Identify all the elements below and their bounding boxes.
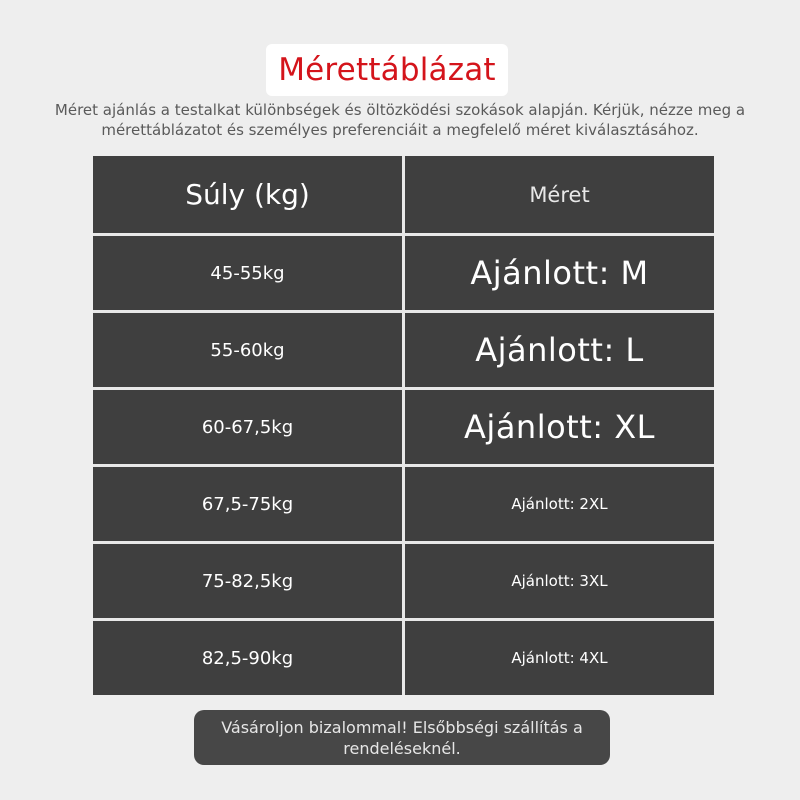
row-weight: 60-67,5kg [93,390,402,464]
row-weight: 75-82,5kg [93,544,402,618]
row-size: Ajánlott: 4XL [405,621,714,695]
size-advice-text: Méret ajánlás a testalkat különbségek és öltözködési szokások alapján. Kérjük, nézze meg a mérettáblázatot és személyes preferenciáit a megfelelő méret kiválasztásához. [54,101,746,139]
row-size: Ajánlott: M [405,236,714,310]
row-weight: 82,5-90kg [93,621,402,695]
header-weight: Súly (kg) [93,156,402,233]
title-banner [266,44,508,96]
row-weight: 67,5-75kg [93,467,402,541]
row-weight: 45-55kg [93,236,402,310]
header-size: Méret [405,156,714,233]
row-size: Ajánlott: L [405,313,714,387]
row-size: Ajánlott: 3XL [405,544,714,618]
row-weight: 55-60kg [93,313,402,387]
shipping-banner [194,710,610,765]
row-size: Ajánlott: XL [405,390,714,464]
shipping-text: Vásároljon bizalommal! Elsőbbségi szállítás a rendeléseknél. [221,717,583,758]
row-size: Ajánlott: 2XL [405,467,714,541]
size-chart-table [93,156,714,695]
page-title: Mérettáblázat [278,52,496,88]
